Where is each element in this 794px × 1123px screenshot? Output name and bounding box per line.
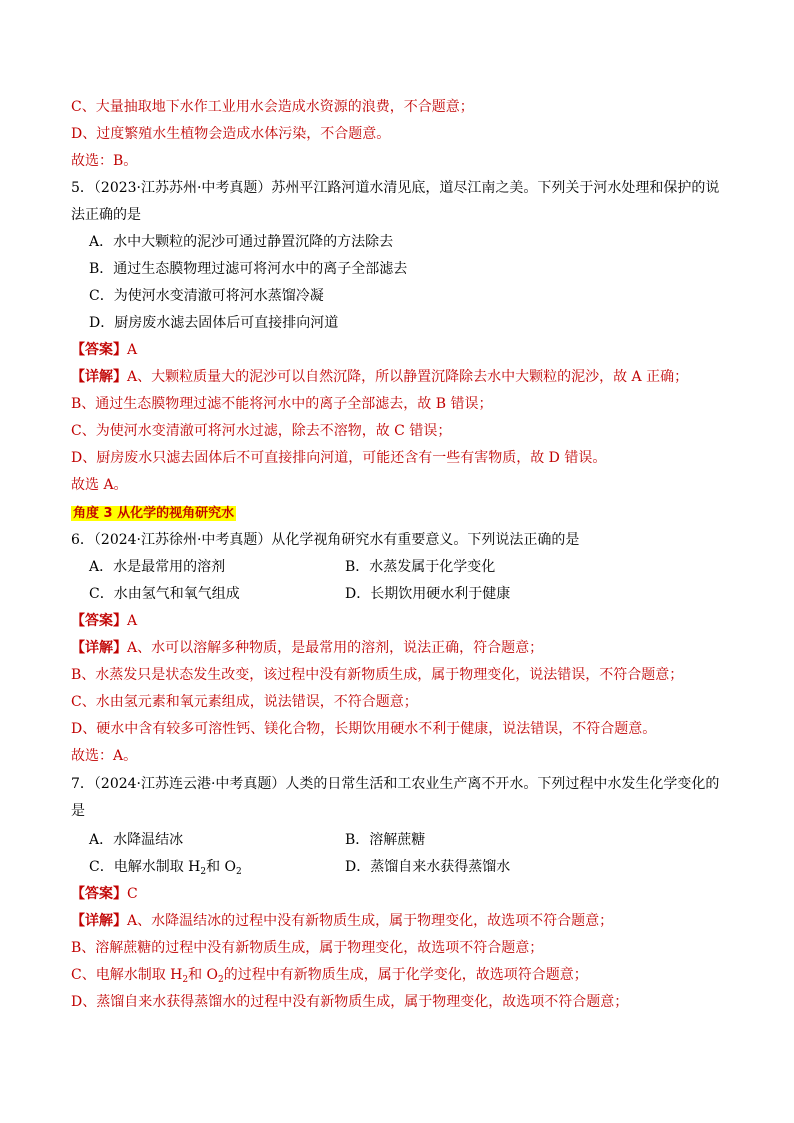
section-heading-text: 角度 3 从化学的视角研究水 <box>73 506 235 521</box>
subscript-2: 2 <box>182 975 189 985</box>
detail-text: A、水降温结冰的过程中没有新物质生成，属于物理变化，故选项不符合题意； <box>127 913 614 929</box>
q7-detail-c-pre: C、电解水制取 H <box>71 967 183 983</box>
detail-tag: 【详解】 <box>71 913 127 929</box>
answer-value: C <box>127 886 138 902</box>
q7-option-b: B．溶解蔗糖 <box>345 832 426 848</box>
q7-detail-a <box>71 911 613 931</box>
q7-detail-d: D、蒸馏自来水获得蒸馏水的过程中没有新物质生成，属于物理变化，故选项不符合题意； <box>71 994 629 1010</box>
answer-value: A <box>127 342 138 358</box>
prev-option-d-explanation: D、过度繁殖水生植物会造成水体污染，不合题意。 <box>71 126 391 142</box>
q7-stem-line1: 7．（2024·江苏连云港·中考真题）人类的日常生活和工农业生产离不开水。下列过程中水发生化学变化的 <box>71 776 720 792</box>
subscript-2: 2 <box>236 867 242 877</box>
q7-detail-c-and: 和 O <box>188 967 219 983</box>
q6-choice: 故选：A。 <box>71 748 138 764</box>
q6-option-d: D．长期饮用硬水利于健康 <box>345 586 511 602</box>
q7-stem-line2: 是 <box>71 803 85 819</box>
q7-detail-c <box>71 965 588 990</box>
section-heading <box>71 503 236 524</box>
subscript-2: 2 <box>218 975 224 985</box>
q6-answer <box>71 611 137 631</box>
q6-detail-a <box>71 638 543 658</box>
q5-detail-b: B、通过生态膜物理过滤不能将河水中的离子全部滤去，故 B 错误； <box>71 396 493 412</box>
q7-answer <box>71 884 138 904</box>
q7-option-c-and: 和 O <box>206 859 237 875</box>
q7-option-d: D．蒸馏自来水获得蒸馏水 <box>345 859 511 875</box>
q5-answer <box>71 340 137 360</box>
q7-detail-c-post: 的过程中有新物质生成，属于化学变化，故选项符合题意； <box>223 967 588 983</box>
prev-option-c-explanation: C、大量抽取地下水作工业用水会造成水资源的浪费，不合题意； <box>71 99 474 115</box>
prev-choice: 故选：B。 <box>71 153 138 169</box>
q7-option-c-text: C．电解水制取 H <box>89 859 201 875</box>
detail-tag: 【详解】 <box>71 640 127 656</box>
q6-option-b: B．水蒸发属于化学变化 <box>345 559 496 575</box>
q7-option-a: A．水降温结冰 <box>89 832 184 848</box>
q5-option-b: B．通过生态膜物理过滤可将河水中的离子全部滤去 <box>89 261 408 277</box>
q5-option-a: A．水中大颗粒的泥沙可通过静置沉降的方法除去 <box>89 234 394 250</box>
q5-option-c: C．为使河水变清澈可将河水蒸馏冷凝 <box>89 288 324 304</box>
detail-tag: 【详解】 <box>71 369 127 385</box>
q6-stem: 6．（2024·江苏徐州·中考真题）从化学视角研究水有重要意义。下列说法正确的是 <box>71 532 580 548</box>
q7-option-c <box>89 857 242 882</box>
q5-choice: 故选 A。 <box>71 477 128 493</box>
answer-tag: 【答案】 <box>71 342 127 358</box>
q5-stem-line1: 5．（2023·江苏苏州·中考真题）苏州平江路河道水清见底，道尽江南之美。下列关于河水处理和保护的说 <box>71 180 720 196</box>
q5-option-d: D．厨房废水滤去固体后可直接排向河道 <box>89 315 339 331</box>
q5-detail-c: C、为使河水变清澈可将河水过滤，除去不溶物，故 C 错误； <box>71 423 452 439</box>
q7-detail-b: B、溶解蔗糖的过程中没有新物质生成，属于物理变化，故选项不符合题意； <box>71 940 544 956</box>
q5-detail-a <box>71 367 688 387</box>
detail-text: A、大颗粒质量大的泥沙可以自然沉降，所以静置沉降除去水中大颗粒的泥沙，故 A 正确； <box>127 369 689 385</box>
answer-value: A <box>127 613 138 629</box>
q6-option-c: C．水由氢气和氧气组成 <box>89 586 240 602</box>
q5-stem-line2: 法正确的是 <box>71 207 141 223</box>
detail-text: A、水可以溶解多种物质，是最常用的溶剂，说法正确，符合题意； <box>127 640 544 656</box>
q6-option-a: A．水是最常用的溶剂 <box>89 559 226 575</box>
q6-detail-c: C、水由氢元素和氧元素组成，说法错误，不符合题意； <box>71 694 418 710</box>
q6-detail-d: D、硬水中含有较多可溶性钙、镁化合物，长期饮用硬水不利于健康，说法错误，不符合题意。 <box>71 721 657 737</box>
subscript-2: 2 <box>200 867 207 877</box>
q6-detail-b: B、水蒸发只是状态发生改变，该过程中没有新物质生成，属于物理变化，说法错误，不符合题意； <box>71 667 684 683</box>
answer-tag: 【答案】 <box>71 886 127 902</box>
answer-tag: 【答案】 <box>71 613 127 629</box>
q5-detail-d: D、厨房废水只滤去固体后不可直接排向河道，可能还含有一些有害物质，故 D 错误。 <box>71 450 607 466</box>
